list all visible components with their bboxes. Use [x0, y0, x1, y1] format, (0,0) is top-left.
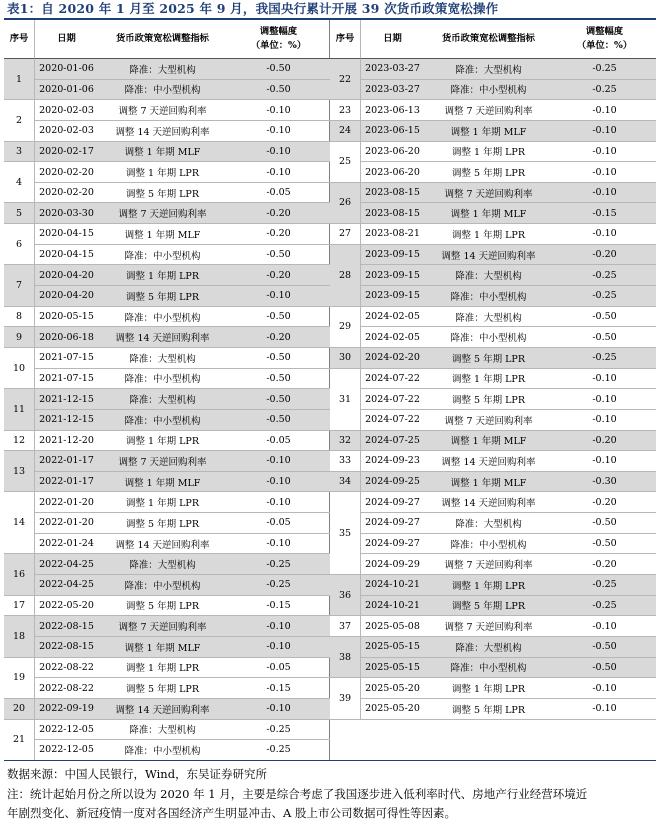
seq-cell: 4	[4, 162, 35, 203]
value-cell: -0.10	[553, 224, 656, 245]
date-cell: 2021-07-15	[35, 369, 98, 390]
indicator-cell: 调整 1 年期 MLF	[98, 142, 227, 163]
value-cell: -0.10	[227, 142, 330, 163]
indicator-cell: 调整 14 天逆回购利率	[424, 451, 553, 472]
seq-cell: 25	[330, 142, 361, 183]
indicator-cell: 调整 1 年期 MLF	[424, 121, 553, 142]
value-cell: -0.25	[227, 575, 330, 596]
date-cell: 2022-08-22	[35, 658, 98, 679]
seq-cell: 9	[4, 327, 35, 348]
indicator-cell: 调整 5 年期 LPR	[424, 162, 553, 183]
header-adjustment-title: 调整幅度	[585, 26, 624, 37]
indicator-cell: 降准：大型机构	[98, 720, 227, 741]
value-cell: -0.20	[553, 245, 656, 266]
seq-cell: 8	[4, 307, 35, 328]
date-cell: 2020-04-20	[35, 286, 98, 307]
indicator-cell: 调整 7 天逆回购利率	[98, 616, 227, 637]
indicator-cell: 调整 1 年期 LPR	[98, 492, 227, 513]
value-cell: -0.10	[553, 616, 656, 637]
value-cell: -0.10	[227, 616, 330, 637]
indicator-cell: 调整 1 年期 LPR	[424, 224, 553, 245]
header-adjustment	[553, 20, 656, 59]
indicator-cell: 调整 5 年期 LPR	[98, 596, 227, 617]
date-cell: 2022-08-15	[35, 637, 98, 658]
seq-cell: 22	[330, 59, 361, 100]
date-cell: 2025-05-20	[361, 678, 424, 699]
value-cell: -0.50	[553, 327, 656, 348]
seq-cell: 37	[330, 616, 361, 637]
indicator-cell: 降准：大型机构	[98, 389, 227, 410]
date-cell: 2023-09-15	[361, 245, 424, 266]
value-cell: -0.50	[227, 80, 330, 101]
value-cell: -0.10	[553, 369, 656, 390]
table-left-half	[4, 20, 330, 761]
value-cell: -0.10	[553, 183, 656, 204]
value-cell: -0.05	[227, 658, 330, 679]
indicator-cell: 降准：中小型机构	[424, 286, 553, 307]
date-cell: 2024-09-27	[361, 534, 424, 555]
indicator-cell: 调整 7 天逆回购利率	[98, 203, 227, 224]
header-date: 日期	[361, 20, 424, 59]
value-cell: -0.10	[227, 286, 330, 307]
seq-cell: 34	[330, 472, 361, 493]
indicator-cell: 调整 1 年期 MLF	[424, 472, 553, 493]
date-cell: 2024-02-05	[361, 307, 424, 328]
value-cell: -0.25	[553, 59, 656, 80]
value-cell: -0.10	[553, 100, 656, 121]
indicator-cell: 调整 14 天逆回购利率	[98, 121, 227, 142]
indicator-cell: 调整 7 天逆回购利率	[424, 554, 553, 575]
indicator-cell: 调整 7 天逆回购利率	[98, 100, 227, 121]
value-cell: -0.10	[227, 162, 330, 183]
value-cell: -0.10	[553, 699, 656, 720]
indicator-cell: 调整 1 年期 LPR	[98, 265, 227, 286]
date-cell: 2020-04-20	[35, 265, 98, 286]
seq-cell: 30	[330, 348, 361, 369]
value-cell: -0.50	[553, 513, 656, 534]
indicator-cell: 降准：大型机构	[98, 348, 227, 369]
indicator-cell: 调整 14 天逆回购利率	[424, 492, 553, 513]
date-cell: 2024-07-25	[361, 431, 424, 452]
date-cell: 2024-09-27	[361, 492, 424, 513]
value-cell: -0.25	[553, 80, 656, 101]
value-cell: -0.50	[227, 59, 330, 80]
indicator-cell: 调整 7 天逆回购利率	[424, 410, 553, 431]
date-cell: 2020-02-20	[35, 183, 98, 204]
indicator-cell: 调整 5 年期 LPR	[98, 678, 227, 699]
date-cell: 2022-01-24	[35, 534, 98, 555]
value-cell: -0.10	[227, 492, 330, 513]
date-cell: 2024-07-22	[361, 389, 424, 410]
value-cell: -0.50	[227, 369, 330, 390]
value-cell: -0.10	[227, 699, 330, 720]
value-cell: -0.10	[553, 451, 656, 472]
date-cell: 2024-10-21	[361, 596, 424, 617]
indicator-cell: 调整 5 年期 LPR	[424, 348, 553, 369]
indicator-cell: 降准：大型机构	[424, 637, 553, 658]
date-cell: 2024-09-25	[361, 472, 424, 493]
seq-cell: 19	[4, 658, 35, 699]
indicator-cell: 调整 14 天逆回购利率	[98, 534, 227, 555]
seq-cell: 29	[330, 307, 361, 348]
date-cell: 2023-06-20	[361, 162, 424, 183]
seq-cell: 16	[4, 554, 35, 595]
date-cell: 2021-12-15	[35, 410, 98, 431]
data-source: 数据来源：中国人民银行，Wind，东吴证券研究所	[7, 767, 268, 781]
value-cell: -0.25	[553, 596, 656, 617]
value-cell: -0.20	[553, 554, 656, 575]
note-line-1: 注：统计起始月份之所以设为 2020 年 1 月，主要是综合考虑了我国逐步进入低利率时代、房地产行业经营环境近	[7, 787, 588, 801]
value-cell: -0.05	[227, 513, 330, 534]
date-cell: 2024-02-20	[361, 348, 424, 369]
indicator-cell: 降准：中小型机构	[98, 740, 227, 761]
date-cell: 2022-04-25	[35, 554, 98, 575]
operations-table	[4, 20, 656, 761]
header-indicator: 货币政策宽松调整指标	[424, 20, 553, 59]
seq-cell: 28	[330, 245, 361, 307]
seq-cell: 33	[330, 451, 361, 472]
value-cell: -0.10	[227, 534, 330, 555]
indicator-cell: 降准：中小型机构	[98, 80, 227, 101]
seq-cell: 18	[4, 616, 35, 657]
table-title: 表1：自 2020 年 1 月至 2025 年 9 月，我国央行累计开展 39 次货币政策宽松操作	[7, 1, 499, 16]
date-cell: 2025-05-20	[361, 699, 424, 720]
value-cell: -0.10	[553, 162, 656, 183]
seq-cell: 23	[330, 100, 361, 121]
date-cell: 2022-01-17	[35, 472, 98, 493]
indicator-cell: 降准：大型机构	[424, 513, 553, 534]
date-cell: 2022-01-20	[35, 513, 98, 534]
date-cell: 2022-09-19	[35, 699, 98, 720]
value-cell: -0.10	[227, 451, 330, 472]
date-cell: 2023-03-27	[361, 80, 424, 101]
date-cell: 2020-06-18	[35, 327, 98, 348]
indicator-cell: 调整 7 天逆回购利率	[98, 451, 227, 472]
value-cell: -0.10	[227, 472, 330, 493]
table-right-half	[330, 20, 656, 761]
date-cell: 2022-01-17	[35, 451, 98, 472]
seq-cell: 14	[4, 492, 35, 554]
indicator-cell: 降准：大型机构	[98, 554, 227, 575]
seq-cell: 20	[4, 699, 35, 720]
date-cell: 2023-09-15	[361, 265, 424, 286]
value-cell: -0.10	[553, 121, 656, 142]
date-cell: 2023-08-15	[361, 203, 424, 224]
date-cell: 2024-10-21	[361, 575, 424, 596]
seq-cell: 10	[4, 348, 35, 389]
indicator-cell: 调整 1 年期 MLF	[98, 224, 227, 245]
value-cell: -0.10	[553, 389, 656, 410]
indicator-cell: 调整 7 天逆回购利率	[424, 183, 553, 204]
indicator-cell: 调整 14 天逆回购利率	[424, 245, 553, 266]
indicator-cell: 调整 5 年期 LPR	[98, 286, 227, 307]
indicator-cell: 调整 5 年期 LPR	[424, 596, 553, 617]
indicator-cell: 调整 5 年期 LPR	[98, 183, 227, 204]
indicator-cell: 降准：中小型机构	[424, 534, 553, 555]
date-cell: 2024-09-23	[361, 451, 424, 472]
date-cell: 2020-02-03	[35, 100, 98, 121]
value-cell: -0.30	[553, 472, 656, 493]
indicator-cell: 调整 14 天逆回购利率	[98, 699, 227, 720]
value-cell: -0.25	[227, 740, 330, 761]
indicator-cell: 调整 1 年期 MLF	[424, 203, 553, 224]
date-cell: 2025-05-15	[361, 658, 424, 679]
header-adjustment-unit: （单位：%）	[576, 40, 633, 51]
value-cell: -0.50	[553, 637, 656, 658]
value-cell: -0.15	[553, 203, 656, 224]
seq-cell: 3	[4, 142, 35, 163]
date-cell: 2020-01-06	[35, 59, 98, 80]
seq-cell: 27	[330, 224, 361, 245]
indicator-cell: 降准：中小型机构	[98, 410, 227, 431]
header-indicator: 货币政策宽松调整指标	[98, 20, 227, 59]
date-cell: 2023-08-15	[361, 183, 424, 204]
seq-cell: 32	[330, 431, 361, 452]
date-cell: 2024-07-22	[361, 369, 424, 390]
date-cell: 2022-12-05	[35, 740, 98, 761]
date-cell: 2022-08-22	[35, 678, 98, 699]
value-cell: -0.25	[227, 720, 330, 741]
indicator-cell: 调整 5 年期 LPR	[424, 389, 553, 410]
value-cell: -0.20	[227, 265, 330, 286]
indicator-cell: 调整 1 年期 LPR	[424, 678, 553, 699]
seq-cell: 38	[330, 637, 361, 678]
seq-cell: 1	[4, 59, 35, 100]
value-cell: -0.20	[227, 203, 330, 224]
indicator-cell: 调整 7 天逆回购利率	[424, 100, 553, 121]
value-cell: -0.20	[227, 327, 330, 348]
value-cell: -0.50	[553, 307, 656, 328]
value-cell: -0.05	[227, 183, 330, 204]
value-cell: -0.50	[227, 307, 330, 328]
date-cell: 2022-12-05	[35, 720, 98, 741]
date-cell: 2022-05-20	[35, 596, 98, 617]
indicator-cell: 降准：大型机构	[424, 307, 553, 328]
date-cell: 2020-02-03	[35, 121, 98, 142]
indicator-cell: 调整 1 年期 LPR	[98, 658, 227, 679]
value-cell: -0.10	[553, 678, 656, 699]
indicator-cell: 调整 14 天逆回购利率	[98, 327, 227, 348]
date-cell: 2021-12-15	[35, 389, 98, 410]
value-cell: -0.25	[227, 554, 330, 575]
date-cell: 2024-09-29	[361, 554, 424, 575]
date-cell: 2025-05-08	[361, 616, 424, 637]
header-adjustment	[227, 20, 330, 59]
indicator-cell: 调整 1 年期 MLF	[98, 472, 227, 493]
seq-cell: 35	[330, 492, 361, 575]
header-date: 日期	[35, 20, 98, 59]
date-cell: 2023-09-15	[361, 286, 424, 307]
seq-cell: 7	[4, 265, 35, 306]
value-cell: -0.10	[227, 637, 330, 658]
seq-cell: 26	[330, 183, 361, 224]
seq-cell: 17	[4, 596, 35, 617]
value-cell: -0.05	[227, 431, 330, 452]
date-cell: 2021-12-20	[35, 431, 98, 452]
seq-cell: 21	[4, 720, 35, 761]
date-cell: 2024-02-05	[361, 327, 424, 348]
date-cell: 2020-01-06	[35, 80, 98, 101]
value-cell: -0.25	[553, 575, 656, 596]
date-cell: 2022-08-15	[35, 616, 98, 637]
header-adjustment-unit: （单位：%）	[250, 40, 307, 51]
indicator-cell: 降准：中小型机构	[98, 245, 227, 266]
date-cell: 2024-07-22	[361, 410, 424, 431]
date-cell: 2023-06-20	[361, 142, 424, 163]
seq-cell: 24	[330, 121, 361, 142]
indicator-cell: 降准：中小型机构	[424, 80, 553, 101]
indicator-cell: 调整 1 年期 LPR	[98, 162, 227, 183]
indicator-cell: 降准：大型机构	[424, 59, 553, 80]
value-cell: -0.10	[553, 142, 656, 163]
value-cell: -0.20	[227, 224, 330, 245]
value-cell: -0.20	[553, 492, 656, 513]
date-cell: 2022-01-20	[35, 492, 98, 513]
value-cell: -0.50	[227, 389, 330, 410]
indicator-cell: 降准：中小型机构	[424, 327, 553, 348]
date-cell: 2023-06-13	[361, 100, 424, 121]
value-cell: -0.50	[227, 410, 330, 431]
value-cell: -0.25	[553, 286, 656, 307]
seq-cell: 12	[4, 431, 35, 452]
indicator-cell: 调整 5 年期 LPR	[424, 699, 553, 720]
indicator-cell: 降准：大型机构	[98, 59, 227, 80]
value-cell: -0.25	[553, 348, 656, 369]
value-cell: -0.25	[553, 265, 656, 286]
seq-cell: 13	[4, 451, 35, 492]
date-cell: 2020-04-15	[35, 245, 98, 266]
value-cell: -0.15	[227, 678, 330, 699]
date-cell: 2020-03-30	[35, 203, 98, 224]
seq-cell: 39	[330, 678, 361, 719]
indicator-cell: 调整 1 年期 LPR	[98, 431, 227, 452]
value-cell: -0.15	[227, 596, 330, 617]
seq-cell: 36	[330, 575, 361, 616]
value-cell: -0.20	[553, 431, 656, 452]
value-cell: -0.10	[553, 410, 656, 431]
indicator-cell: 调整 1 年期 LPR	[424, 575, 553, 596]
date-cell: 2020-02-17	[35, 142, 98, 163]
date-cell: 2021-07-15	[35, 348, 98, 369]
date-cell: 2023-06-15	[361, 121, 424, 142]
indicator-cell: 降准：中小型机构	[424, 658, 553, 679]
indicator-cell: 调整 5 年期 LPR	[98, 513, 227, 534]
value-cell: -0.50	[553, 534, 656, 555]
value-cell: -0.50	[227, 245, 330, 266]
indicator-cell: 调整 1 年期 MLF	[98, 637, 227, 658]
seq-cell: 11	[4, 389, 35, 430]
date-cell: 2022-04-25	[35, 575, 98, 596]
date-cell: 2020-04-15	[35, 224, 98, 245]
indicator-cell: 调整 1 年期 MLF	[424, 431, 553, 452]
indicator-cell: 调整 1 年期 LPR	[424, 369, 553, 390]
date-cell: 2023-08-21	[361, 224, 424, 245]
value-cell: -0.10	[227, 121, 330, 142]
indicator-cell: 降准：中小型机构	[98, 369, 227, 390]
date-cell: 2025-05-15	[361, 637, 424, 658]
bottom-rule	[4, 760, 656, 761]
indicator-cell: 调整 7 天逆回购利率	[424, 616, 553, 637]
indicator-cell: 降准：大型机构	[424, 265, 553, 286]
seq-cell: 2	[4, 100, 35, 141]
indicator-cell: 调整 1 年期 LPR	[424, 142, 553, 163]
value-cell: -0.10	[227, 100, 330, 121]
date-cell: 2024-09-27	[361, 513, 424, 534]
value-cell: -0.50	[227, 348, 330, 369]
date-cell: 2020-05-15	[35, 307, 98, 328]
indicator-cell: 降准：中小型机构	[98, 575, 227, 596]
date-cell: 2020-02-20	[35, 162, 98, 183]
header-adjustment-title: 调整幅度	[259, 26, 298, 37]
seq-cell: 31	[330, 369, 361, 431]
note-line-2: 年剧烈变化、新冠疫情一度对各国经济产生明显冲击、A 股上市公司数据可得性等因素。	[7, 806, 456, 820]
header-seq: 序号	[4, 20, 35, 59]
value-cell: -0.50	[553, 658, 656, 679]
header-seq: 序号	[330, 20, 361, 59]
date-cell: 2023-03-27	[361, 59, 424, 80]
seq-cell: 6	[4, 224, 35, 265]
indicator-cell: 降准：中小型机构	[98, 307, 227, 328]
seq-cell: 5	[4, 203, 35, 224]
